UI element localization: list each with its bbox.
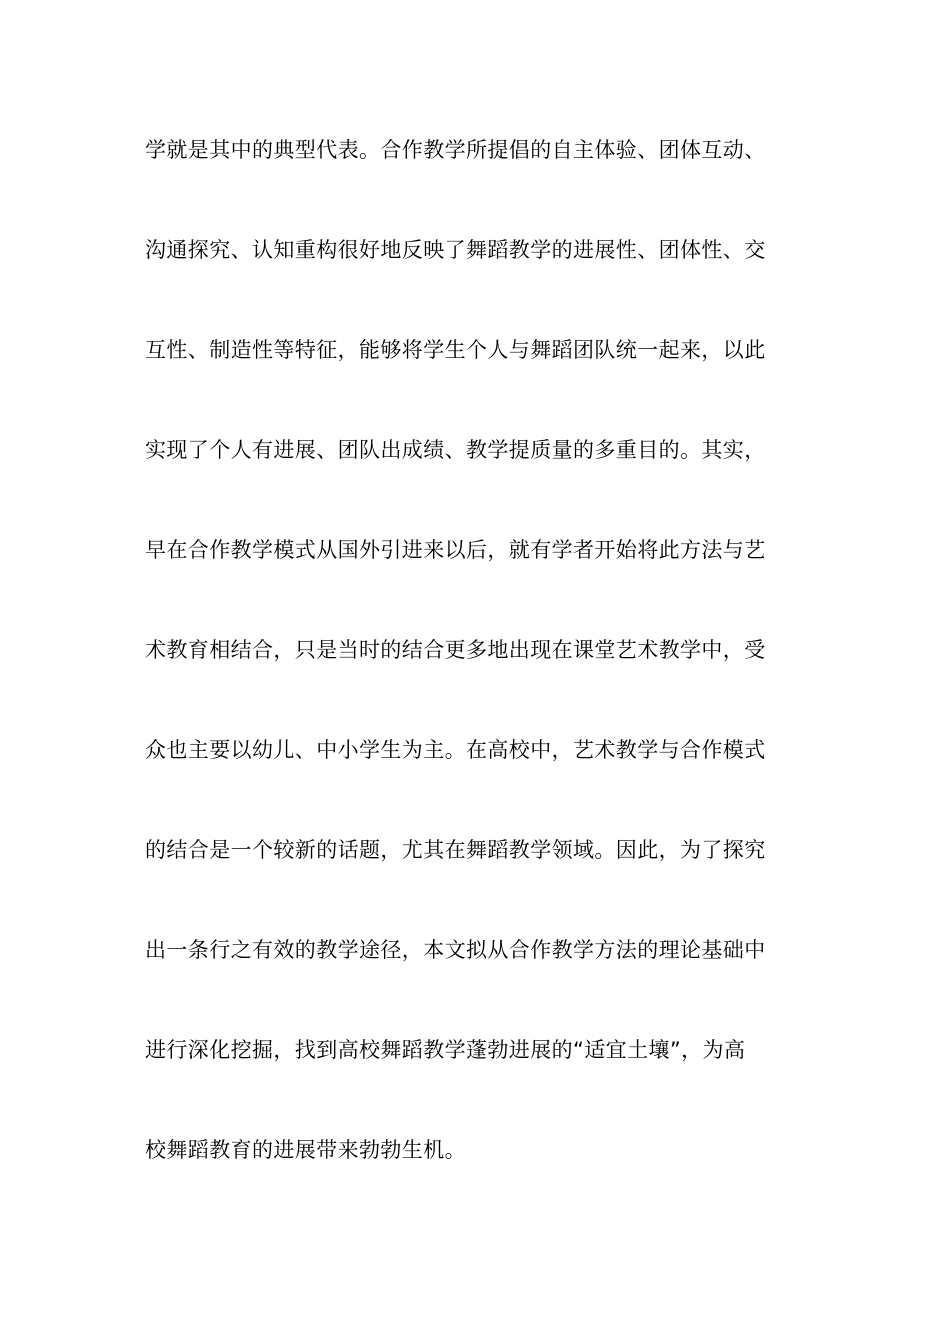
text-line: 出一条行之有效的教学途径，本文拟从合作教学方法的理论基础中	[145, 938, 766, 962]
text-line: 互性、制造性等特征，能够将学生个人与舞蹈团队统一起来，以此	[145, 338, 766, 362]
text-line: 早在合作教学模式从国外引进来以后，就有学者开始将此方法与艺	[145, 538, 766, 562]
text-line: 术教育相结合，只是当时的结合更多地出现在课堂艺术教学中，受	[145, 638, 766, 662]
text-line: 的结合是一个较新的话题，尤其在舞蹈教学领域。因此，为了探究	[145, 838, 766, 862]
text-line: 学就是其中的典型代表。合作教学所提倡的自主体验、团体互动、	[145, 138, 766, 162]
text-line: 进行深化挖掘，找到高校舞蹈教学蓬勃进展的“适宜土壤”，为高	[145, 1038, 746, 1062]
text-line: 实现了个人有进展、团队出成绩、教学提质量的多重目的。其实，	[145, 438, 766, 462]
text-line: 众也主要以幼儿、中小学生为主。在高校中，艺术教学与合作模式	[145, 738, 766, 762]
body-paragraph	[145, 127, 815, 1227]
text-line: 校舞蹈教育的进展带来勃勃生机。	[145, 1138, 466, 1162]
text-line: 沟通探究、认知重构很好地反映了舞蹈教学的进展性、团体性、交	[145, 238, 766, 262]
